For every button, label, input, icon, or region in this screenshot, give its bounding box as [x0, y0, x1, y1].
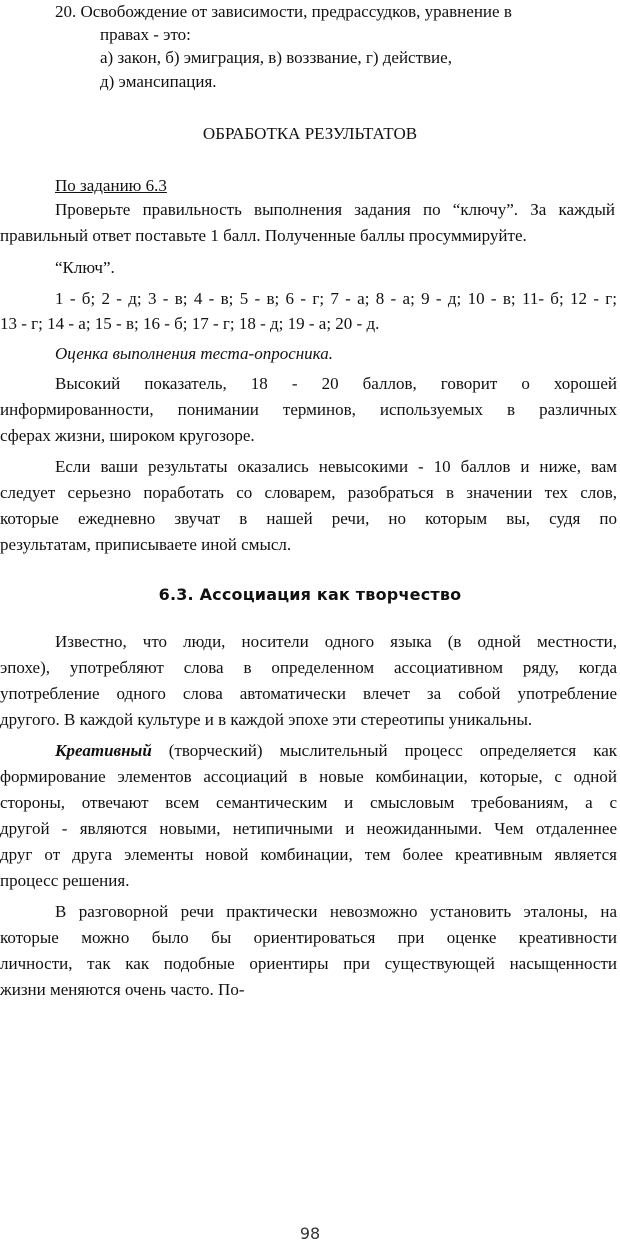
instructions-line: правильный ответ поставьте 1 балл. Полученные баллы просуммируйте. — [0, 226, 527, 245]
paragraph-2-line: процесс решения. — [0, 871, 130, 890]
low-score-line: следует серьезно поработать со словарем, разобраться в значении тех слов, — [0, 483, 617, 502]
key-answers-line: 13 - г; 14 - а; 15 - в; 16 - б; 17 - г; 18 - д; 19 - а; 20 - д. — [0, 314, 380, 333]
key-label: “Ключ”. — [55, 258, 115, 277]
low-score-line: результатам, приписываете иной смысл. — [0, 535, 292, 554]
results-heading: ОБРАБОТКА РЕЗУЛЬТАТОВ — [202, 124, 418, 143]
term-definition: (творческий) мыслительный процесс определяется как — [151, 741, 617, 760]
evaluation-title: Оценка выполнения теста-опросника. — [55, 344, 333, 363]
paragraph-2-line: стороны, отвечают всем семантическим и смысловым требованиям, а с — [0, 793, 617, 812]
low-score-line: которые ежедневно звучат в нашей речи, но которым вы, судя по — [0, 509, 617, 528]
page-number: 98 — [299, 1224, 321, 1243]
task-reference: По заданию 6.3 — [55, 176, 167, 195]
high-score-line: информированности, понимании терминов, используемых в различных — [0, 400, 617, 419]
paragraph-3-line: В разговорной речи практически невозможно установить эталоны, на — [55, 902, 617, 921]
paragraph-2-line: друг от друга элементы новой комбинации, тем более креативным является — [0, 845, 617, 864]
question-20-line1: 20. Освобождение от зависимости, предрассудков, уравнение в — [55, 2, 512, 21]
paragraph-1-line: эпохе), употребляют слова в определенном ассоциативном ряду, когда — [0, 658, 617, 677]
question-20-options: а) закон, б) эмиграция, в) воззвание, г) действие, — [100, 48, 452, 67]
paragraph-1-line: Известно, что люди, носители одного языка (в одной местности, — [55, 632, 617, 651]
term-creative: Креативный — [55, 741, 152, 760]
paragraph-2-line: другой - являются новыми, нетипичными и неожиданными. Чем отдаленнее — [0, 819, 617, 838]
paragraph-1-line: другого. В каждой культуре и в каждой эпохе эти стереотипы уникальны. — [0, 710, 533, 729]
paragraph-2-first-line — [55, 741, 617, 761]
paragraph-3-line: жизни меняются очень часто. По- — [0, 980, 245, 999]
question-20-line2: правах - это: — [100, 25, 191, 44]
section-title: 6.3. Ассоциация как творчество — [158, 585, 462, 604]
key-answers-line: 1 - б; 2 - д; 3 - в; 4 - в; 5 - в; 6 - г; 7 - а; 8 - а; 9 - д; 10 - в; 11- б; 12 - г; — [55, 289, 617, 308]
high-score-line: Высокий показатель, 18 - 20 баллов, говорит о хорошей — [55, 374, 617, 393]
high-score-line: сферах жизни, широком кругозоре. — [0, 426, 255, 445]
paragraph-1-line: употребление одного слова автоматически влечет за собой употребление — [0, 684, 617, 703]
question-20-options-cont: д) эмансипация. — [100, 72, 217, 91]
low-score-line: Если ваши результаты оказались невысокими - 10 баллов и ниже, вам — [55, 457, 617, 476]
paragraph-3-line: личности, так как подобные ориентиры при существующей насыщенности — [0, 954, 617, 973]
instructions-line: Проверьте правильность выполнения задания по “ключу”. За каждый — [55, 200, 615, 219]
paragraph-2-line: формирование элементов ассоциаций в новые комбинации, которые, с одной — [0, 767, 617, 786]
paragraph-3-line: которые можно было бы ориентироваться при оценке креативности — [0, 928, 617, 947]
